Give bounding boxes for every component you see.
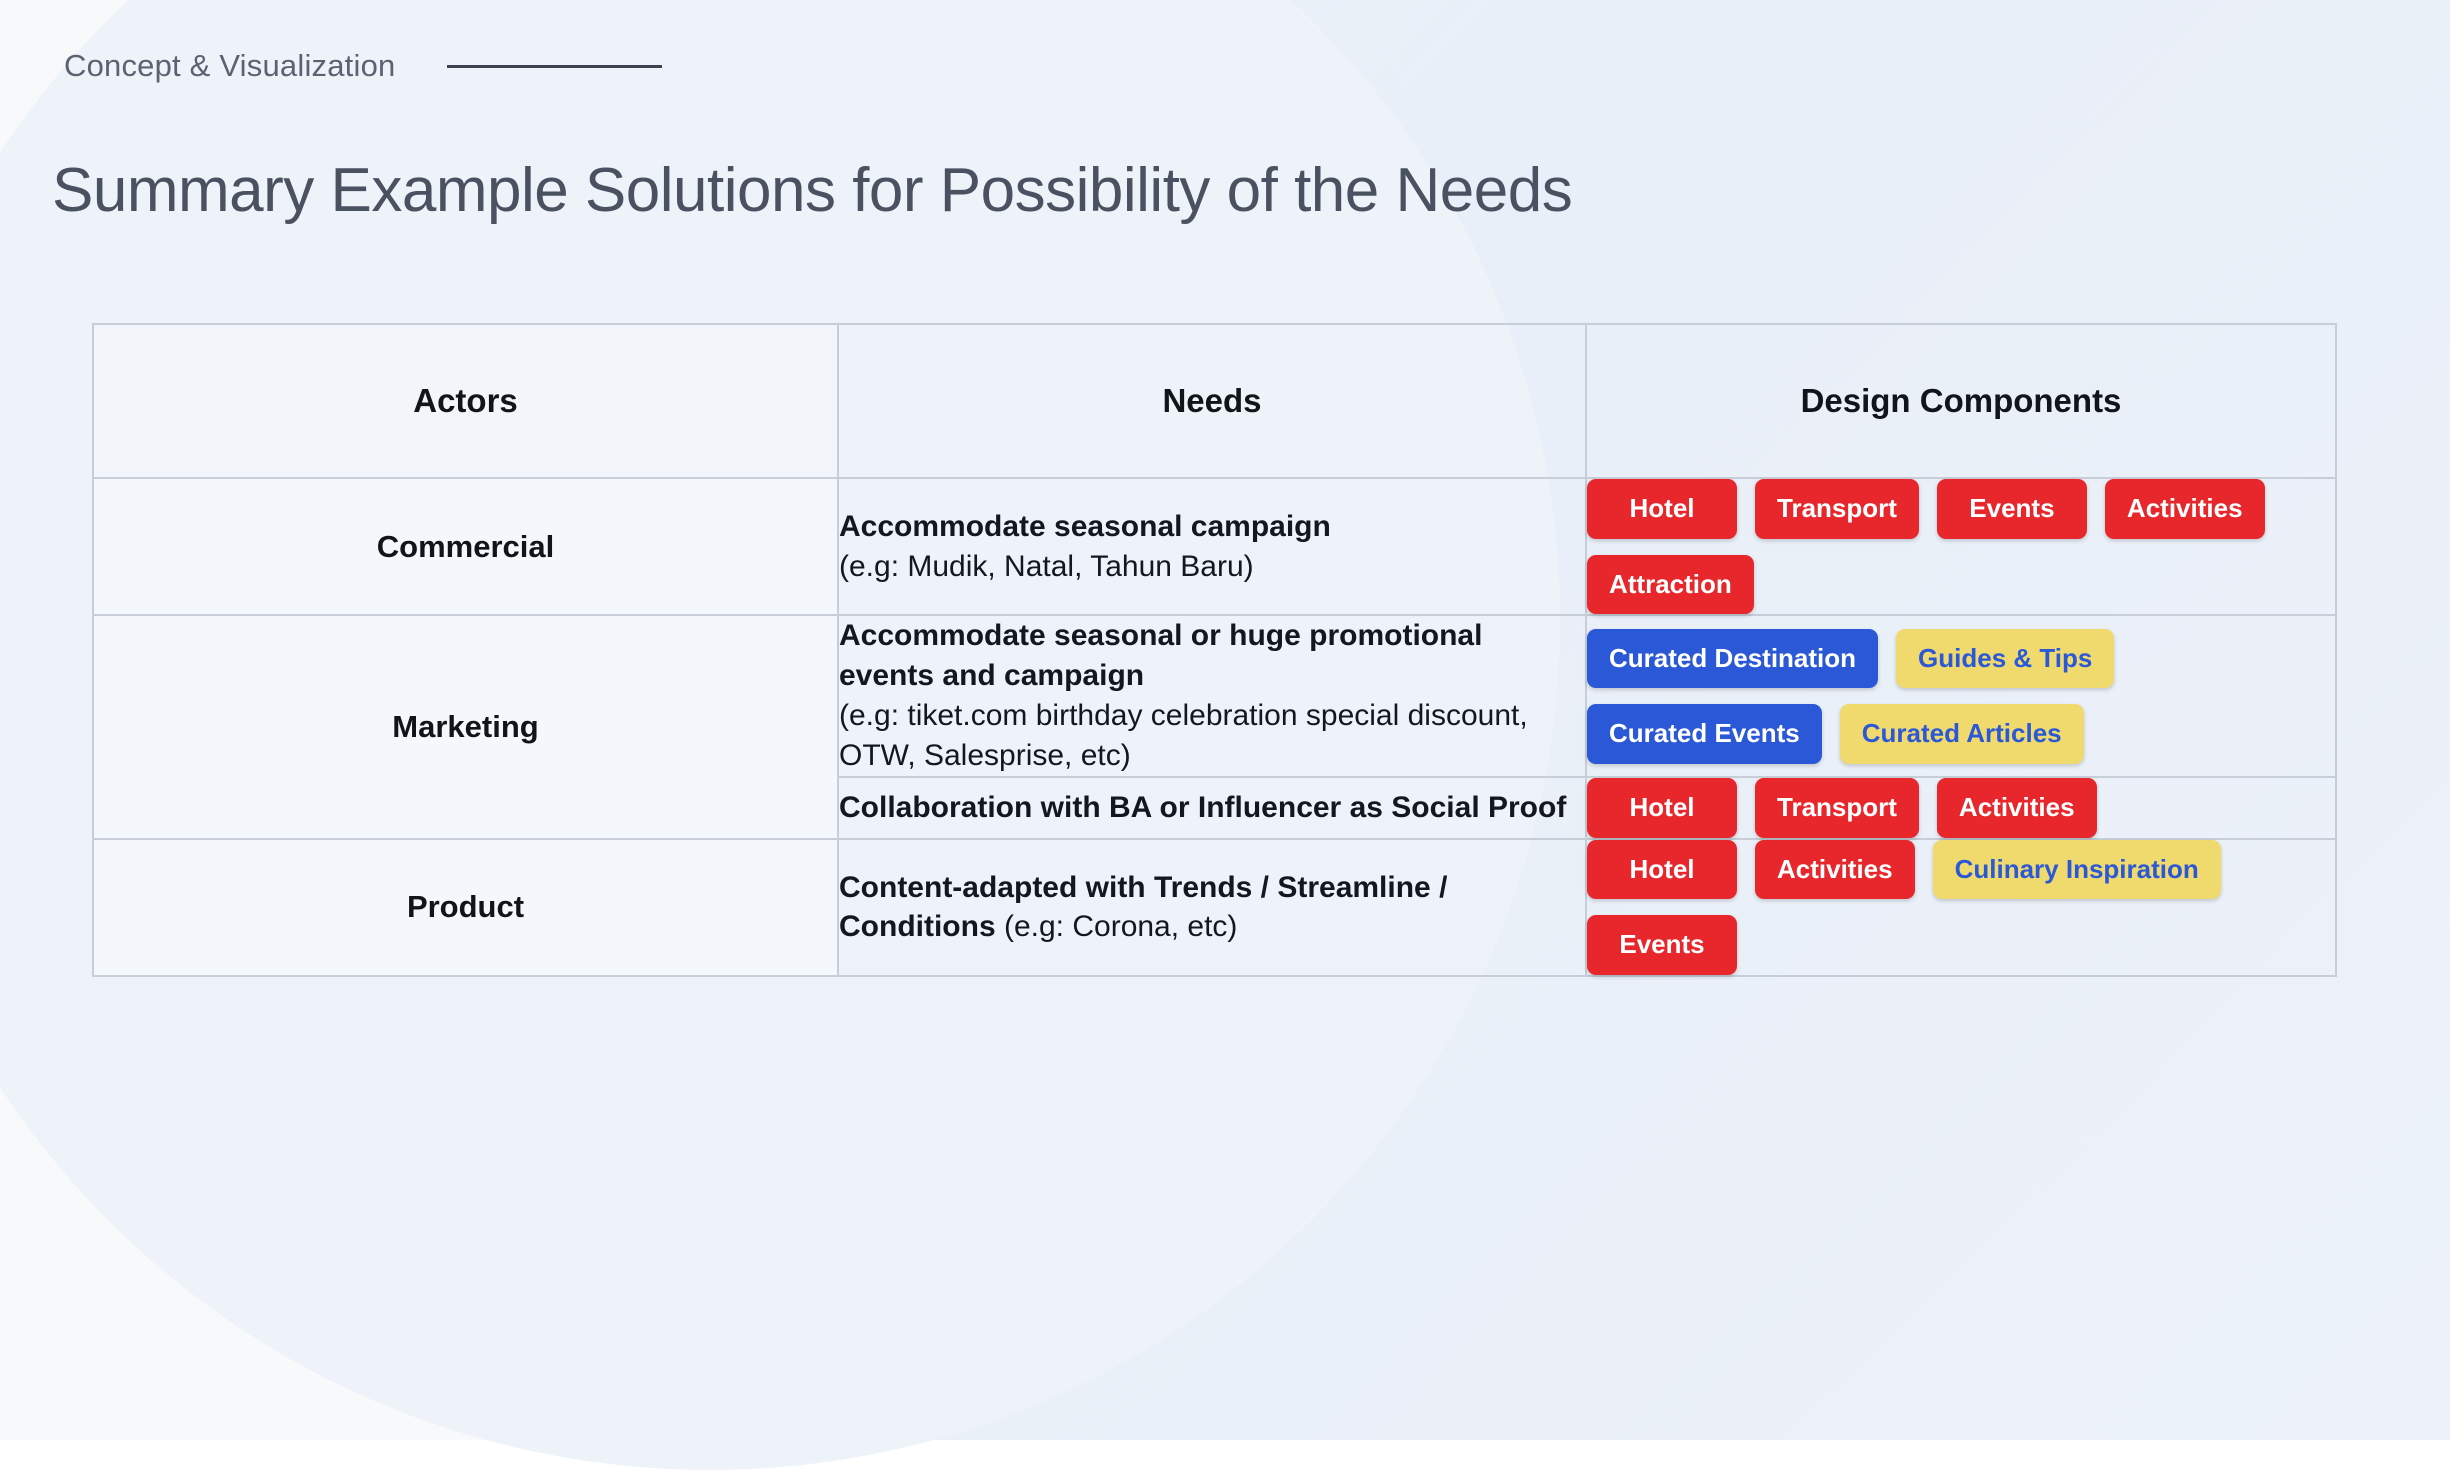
design-components-cell (1586, 839, 2336, 976)
page-title: Summary Example Solutions for Possibility of the Needs (52, 156, 1573, 225)
component-chip[interactable]: Transport (1755, 778, 1919, 838)
eyebrow-label: Concept & Visualization (64, 48, 396, 83)
needs-cell (838, 839, 1586, 976)
component-chip[interactable]: Activities (1755, 840, 1915, 900)
component-chip[interactable]: Attraction (1587, 555, 1754, 615)
design-components-cell (1586, 478, 2336, 615)
component-chip[interactable]: Culinary Inspiration (1933, 840, 2221, 900)
eyebrow-rule (447, 65, 662, 68)
needs-cell (838, 615, 1586, 777)
component-chip[interactable]: Activities (1937, 778, 2097, 838)
actor-cell: Product (93, 839, 838, 976)
table-row (93, 615, 2336, 777)
component-chip[interactable]: Activities (2105, 479, 2265, 539)
needs-bold-text: Accommodate seasonal or huge promotional events and campaign (839, 619, 1483, 693)
actor-cell: Commercial (93, 478, 838, 615)
table-row (93, 839, 2336, 976)
component-chip[interactable]: Curated Articles (1840, 704, 2084, 764)
needs-normal-text: (e.g: Corona, etc) (1003, 910, 1238, 944)
summary-table (92, 323, 2337, 977)
actor-cell: Marketing (93, 615, 838, 838)
column-header-needs: Needs (838, 324, 1586, 478)
needs-normal-text: (e.g: Mudik, Natal, Tahun Baru) (839, 549, 1254, 583)
table-row (93, 478, 2336, 615)
needs-bold-text: Content-adapted with Trends / Streamline / Conditions (839, 870, 1448, 944)
needs-bold-text: Collaboration with BA or Influencer as Social Proof (839, 790, 1567, 824)
component-chip[interactable]: Events (1937, 479, 2087, 539)
needs-cell (838, 777, 1586, 839)
table-header-row (93, 324, 2336, 478)
component-chip[interactable]: Hotel (1587, 840, 1737, 900)
column-header-actors: Actors (93, 324, 838, 478)
component-chip[interactable]: Guides & Tips (1896, 629, 2114, 689)
component-chip[interactable]: Curated Events (1587, 704, 1822, 764)
eyebrow (64, 48, 662, 84)
design-components-cell (1586, 615, 2336, 777)
component-chip[interactable]: Events (1587, 915, 1737, 975)
column-header-design-components: Design Components (1586, 324, 2336, 478)
needs-bold-text: Accommodate seasonal campaign (839, 509, 1331, 543)
design-components-cell (1586, 777, 2336, 839)
needs-cell (838, 478, 1586, 615)
component-chip[interactable]: Hotel (1587, 778, 1737, 838)
needs-normal-text: (e.g: tiket.com birthday celebration special discount, OTW, Salesprise, etc) (839, 699, 1528, 773)
component-chip[interactable]: Transport (1755, 479, 1919, 539)
component-chip[interactable]: Hotel (1587, 479, 1737, 539)
component-chip[interactable]: Curated Destination (1587, 629, 1878, 689)
